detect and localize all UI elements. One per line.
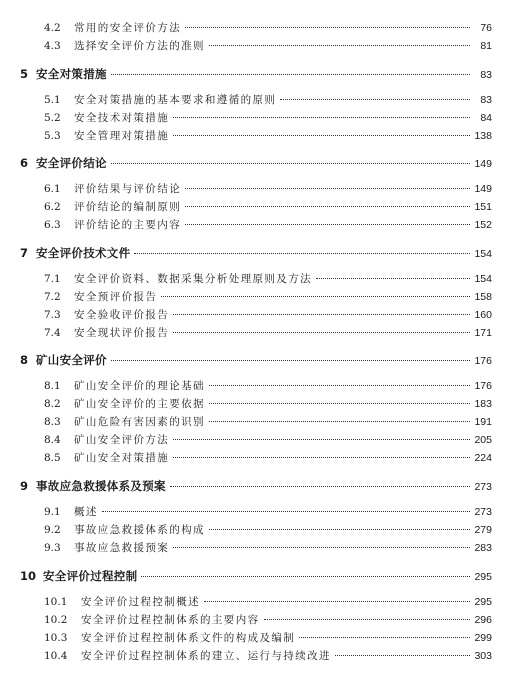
toc-entry-page-number: 154 xyxy=(474,248,492,260)
toc-entry-number: 8.5 xyxy=(44,452,61,464)
toc-section-entry[interactable] xyxy=(44,181,492,197)
toc-entry-title: 安全现状评价报告 xyxy=(74,327,170,339)
toc-entry-number: 7 xyxy=(20,246,29,260)
toc-entry-number: 8.1 xyxy=(44,380,61,392)
toc-entry-page-number: 81 xyxy=(480,40,492,52)
toc-entry-page-number: 76 xyxy=(480,22,492,34)
dot-leader xyxy=(173,117,470,118)
toc-section-entry[interactable] xyxy=(44,396,492,412)
toc-entry-page-number: 154 xyxy=(474,273,492,285)
toc-entry-page-number: 160 xyxy=(474,309,492,321)
dot-leader xyxy=(111,74,470,75)
toc-entry-number: 6.2 xyxy=(44,201,61,213)
toc-entry-title: 评价结论的编制原则 xyxy=(74,201,182,213)
toc-entry-title: 矿山安全评价的主要依据 xyxy=(74,398,205,410)
toc-section-entry[interactable] xyxy=(44,378,492,394)
toc-entry-page-number: 205 xyxy=(474,434,492,446)
toc-entry-number: 7.1 xyxy=(44,273,61,285)
dot-leader xyxy=(111,360,470,361)
toc-entry-title: 安全评价过程控制体系的建立、运行与持续改进 xyxy=(81,650,331,662)
dot-leader xyxy=(204,601,470,602)
toc-entry-number: 10.2 xyxy=(44,614,68,626)
toc-entry-title: 安全对策措施 xyxy=(36,67,107,81)
dot-leader xyxy=(185,206,470,207)
toc-entry-page-number: 295 xyxy=(474,571,492,583)
toc-entry-title: 安全评价技术文件 xyxy=(36,246,131,260)
toc-entry-number: 8.2 xyxy=(44,398,61,410)
dot-leader xyxy=(111,163,470,164)
toc-chapter-entry[interactable] xyxy=(20,352,492,368)
toc-entry-page-number: 273 xyxy=(474,481,492,493)
toc-entry-title: 安全管理对策措施 xyxy=(74,130,170,142)
toc-entry-number: 6.3 xyxy=(44,219,61,231)
toc-entry-number: 4.3 xyxy=(44,40,61,52)
toc-entry-number: 7.2 xyxy=(44,291,61,303)
toc-entry-number: 7.4 xyxy=(44,327,61,339)
toc-entry-number: 9.2 xyxy=(44,524,61,536)
toc-entry-title: 矿山安全评价的理论基础 xyxy=(74,380,205,392)
toc-section-entry[interactable] xyxy=(44,20,492,36)
dot-leader xyxy=(185,188,470,189)
toc-entry-title: 安全评价过程控制概述 xyxy=(81,596,200,608)
toc-entry-title: 矿山危险有害因素的识别 xyxy=(74,416,205,428)
toc-entry-title: 安全评价过程控制体系文件的构成及编制 xyxy=(81,632,296,644)
toc-entry-title: 评价结论的主要内容 xyxy=(74,219,182,231)
toc-chapter-entry[interactable] xyxy=(20,245,492,261)
dot-leader xyxy=(209,45,470,46)
toc-entry-page-number: 283 xyxy=(474,542,492,554)
toc-entry-title: 安全对策措施的基本要求和遵循的原则 xyxy=(74,94,277,106)
toc-chapter-entry[interactable] xyxy=(20,155,492,171)
toc-entry-title: 安全评价结论 xyxy=(36,156,107,170)
toc-entry-number: 8.3 xyxy=(44,416,61,428)
toc-section-entry[interactable] xyxy=(44,217,492,233)
toc-chapter-entry[interactable] xyxy=(20,478,492,494)
toc-entry-page-number: 84 xyxy=(480,112,492,124)
toc-entry-number: 8 xyxy=(20,353,29,367)
toc-entry-number: 10.3 xyxy=(44,632,68,644)
dot-leader xyxy=(173,332,470,333)
toc-section-entry[interactable] xyxy=(44,38,492,54)
toc-entry-page-number: 152 xyxy=(474,219,492,231)
toc-section-entry[interactable] xyxy=(44,594,492,610)
toc-entry-page-number: 299 xyxy=(474,632,492,644)
toc-entry-title: 评价结果与评价结论 xyxy=(74,183,182,195)
toc-entry-page-number: 296 xyxy=(474,614,492,626)
dot-leader xyxy=(141,576,470,577)
toc-entry-page-number: 171 xyxy=(474,327,492,339)
toc-entry-title: 常用的安全评价方法 xyxy=(74,22,182,34)
toc-chapter-entry[interactable] xyxy=(20,66,492,82)
toc-entry-page-number: 138 xyxy=(474,130,492,142)
toc-section-entry[interactable] xyxy=(44,271,492,287)
dot-leader xyxy=(209,529,470,530)
dot-leader xyxy=(316,278,470,279)
toc-entry-number: 10.1 xyxy=(44,596,68,608)
dot-leader xyxy=(102,511,470,512)
toc-section-entry[interactable] xyxy=(44,648,492,664)
toc-entry-title: 事故应急救援体系及预案 xyxy=(36,479,166,493)
toc-entry-title: 安全验收评价报告 xyxy=(74,309,170,321)
dot-leader xyxy=(173,457,470,458)
toc-entry-page-number: 83 xyxy=(480,94,492,106)
toc-section-entry[interactable] xyxy=(44,307,492,323)
toc-entry-number: 7.3 xyxy=(44,309,61,321)
dot-leader xyxy=(170,486,470,487)
toc-section-entry[interactable] xyxy=(44,522,492,538)
toc-entry-title: 事故应急救援体系的构成 xyxy=(74,524,205,536)
dot-leader xyxy=(173,314,470,315)
dot-leader xyxy=(280,99,470,100)
toc-entry-page-number: 279 xyxy=(474,524,492,536)
toc-entry-title: 安全评价资料、数据采集分析处理原则及方法 xyxy=(74,273,312,285)
toc-entry-title: 安全预评价报告 xyxy=(74,291,158,303)
toc-chapter-entry[interactable] xyxy=(20,568,492,584)
toc-section-entry[interactable] xyxy=(44,199,492,215)
toc-section-entry[interactable] xyxy=(44,92,492,108)
toc-section-entry[interactable] xyxy=(44,504,492,520)
toc-entry-title: 安全评价过程控制体系的主要内容 xyxy=(81,614,260,626)
dot-leader xyxy=(173,547,470,548)
toc-entry-page-number: 183 xyxy=(474,398,492,410)
dot-leader xyxy=(209,385,470,386)
toc-section-entry[interactable] xyxy=(44,128,492,144)
toc-entry-number: 10.4 xyxy=(44,650,68,662)
toc-entry-page-number: 295 xyxy=(474,596,492,608)
dot-leader xyxy=(185,224,470,225)
toc-entry-number: 4.2 xyxy=(44,22,61,34)
toc-section-entry[interactable] xyxy=(44,450,492,466)
toc-entry-title: 概述 xyxy=(74,506,98,518)
toc-entry-page-number: 273 xyxy=(474,506,492,518)
toc-entry-number: 6.1 xyxy=(44,183,61,195)
toc-entry-number: 10 xyxy=(20,569,37,583)
toc-section-entry[interactable] xyxy=(44,414,492,430)
toc-entry-page-number: 176 xyxy=(474,355,492,367)
dot-leader xyxy=(209,421,470,422)
toc-entry-page-number: 224 xyxy=(474,452,492,464)
toc-entry-title: 矿山安全评价 xyxy=(36,353,107,367)
dot-leader xyxy=(299,637,470,638)
toc-entry-title: 矿山安全评价方法 xyxy=(74,434,170,446)
toc-entry-title: 安全评价过程控制 xyxy=(43,569,138,583)
toc-section-entry[interactable] xyxy=(44,325,492,341)
toc-section-entry[interactable] xyxy=(44,289,492,305)
toc-entry-page-number: 303 xyxy=(474,650,492,662)
toc-section-entry[interactable] xyxy=(44,110,492,126)
toc-section-entry[interactable] xyxy=(44,630,492,646)
toc-section-entry[interactable] xyxy=(44,612,492,628)
toc-entry-page-number: 149 xyxy=(474,183,492,195)
toc-entry-page-number: 83 xyxy=(480,69,492,81)
dot-leader xyxy=(209,403,470,404)
toc-entry-number: 8.4 xyxy=(44,434,61,446)
toc-entry-title: 矿山安全对策措施 xyxy=(74,452,170,464)
toc-entry-page-number: 158 xyxy=(474,291,492,303)
dot-leader xyxy=(264,619,471,620)
toc-entry-number: 5 xyxy=(20,67,29,81)
toc-entry-page-number: 151 xyxy=(474,201,492,213)
toc-entry-page-number: 149 xyxy=(474,158,492,170)
toc-entry-number: 9 xyxy=(20,479,29,493)
toc-entry-number: 5.1 xyxy=(44,94,61,106)
toc-entry-number: 5.3 xyxy=(44,130,61,142)
toc-entry-number: 9.3 xyxy=(44,542,61,554)
dot-leader xyxy=(185,27,470,28)
toc-entry-page-number: 191 xyxy=(474,416,492,428)
dot-leader xyxy=(161,296,470,297)
toc-section-entry[interactable] xyxy=(44,432,492,448)
dot-leader xyxy=(173,439,470,440)
dot-leader xyxy=(173,135,470,136)
toc-section-entry[interactable] xyxy=(44,540,492,556)
toc-entry-number: 9.1 xyxy=(44,506,61,518)
toc-entry-number: 6 xyxy=(20,156,29,170)
toc-entry-title: 安全技术对策措施 xyxy=(74,112,170,124)
toc-entry-title: 选择安全评价方法的准则 xyxy=(74,40,205,52)
toc-entry-number: 5.2 xyxy=(44,112,61,124)
dot-leader xyxy=(134,253,470,254)
toc-entry-title: 事故应急救援预案 xyxy=(74,542,170,554)
toc-entry-page-number: 176 xyxy=(474,380,492,392)
dot-leader xyxy=(335,655,470,656)
